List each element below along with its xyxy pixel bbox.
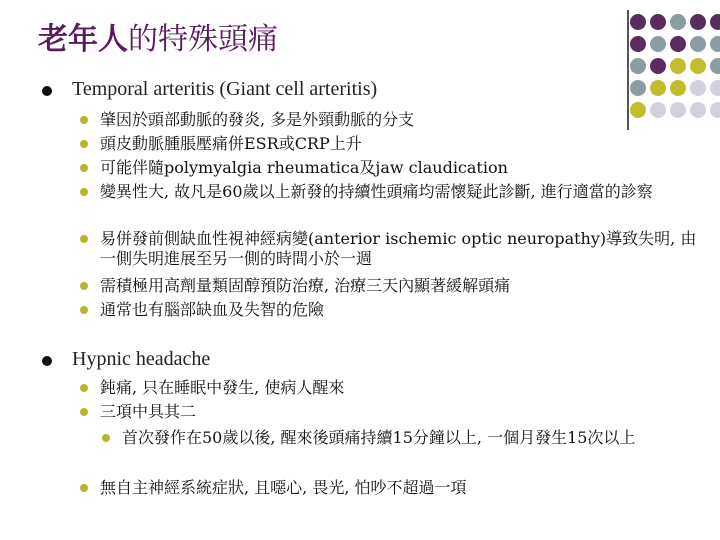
decor-dot bbox=[710, 80, 720, 96]
bullet-icon bbox=[80, 116, 88, 124]
bullet-icon bbox=[102, 434, 110, 442]
title-bold: 老年人 bbox=[38, 22, 128, 57]
decor-dot bbox=[630, 14, 646, 30]
bullet-icon bbox=[80, 408, 88, 416]
bullet-icon bbox=[80, 484, 88, 492]
bullet-icon bbox=[42, 356, 52, 366]
bullet-icon bbox=[42, 86, 52, 96]
bullet-icon bbox=[80, 188, 88, 196]
decor-dot bbox=[710, 58, 720, 74]
section-heading: Temporal arteritis (Giant cell arteritis) bbox=[72, 78, 378, 100]
bullet-icon bbox=[80, 140, 88, 148]
decor-dot bbox=[670, 58, 686, 74]
decor-dot bbox=[690, 80, 706, 96]
decor-dot bbox=[630, 58, 646, 74]
section-heading: Hypnic headache bbox=[72, 348, 211, 370]
bullet-icon bbox=[80, 282, 88, 290]
bullet-icon bbox=[80, 164, 88, 172]
decor-dot bbox=[650, 58, 666, 74]
decor-dot bbox=[670, 36, 686, 52]
decor-dot bbox=[690, 58, 706, 74]
decor-dot bbox=[630, 80, 646, 96]
decor-dot bbox=[690, 36, 706, 52]
decor-dot bbox=[670, 80, 686, 96]
decor-dot bbox=[710, 36, 720, 52]
bullet-icon bbox=[80, 306, 88, 314]
decor-dot bbox=[670, 14, 686, 30]
bullet-icon bbox=[80, 235, 88, 243]
decor-dot bbox=[690, 14, 706, 30]
bullet-icon bbox=[80, 384, 88, 392]
decor-dot bbox=[650, 36, 666, 52]
title-rest: 的特殊頭痛 bbox=[128, 22, 278, 57]
decor-dot bbox=[650, 80, 666, 96]
decor-dot bbox=[650, 14, 666, 30]
slide-title bbox=[38, 20, 278, 60]
decor-dot bbox=[710, 14, 720, 30]
decor-dot bbox=[710, 102, 720, 118]
decor-dot bbox=[630, 36, 646, 52]
